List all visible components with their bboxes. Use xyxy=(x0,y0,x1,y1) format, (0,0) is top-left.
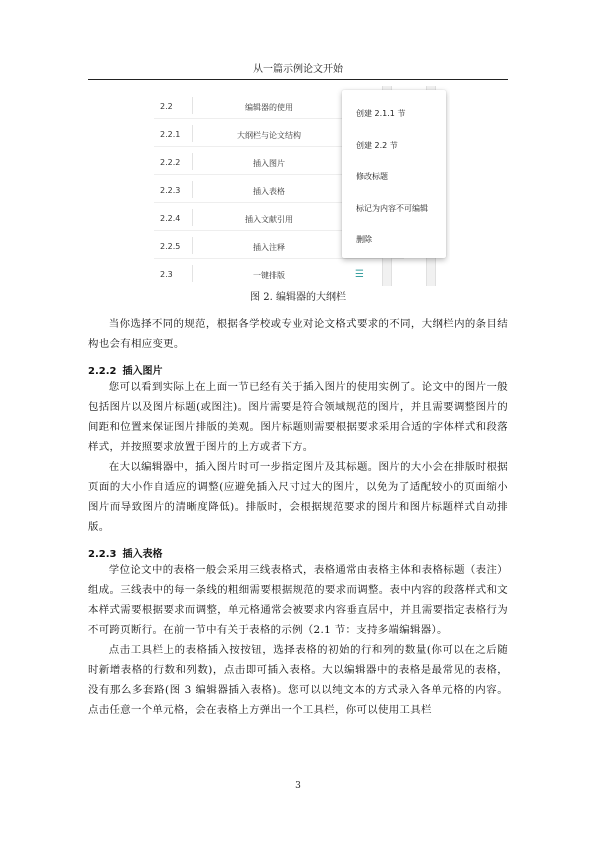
section-heading xyxy=(88,545,162,560)
section-number: 2.2.3 xyxy=(88,549,117,560)
menu-item-delete[interactable]: 删除 xyxy=(356,235,372,244)
section-heading xyxy=(88,362,162,377)
outline-row-title: 插入文献引用 xyxy=(245,215,293,224)
outline-row-title: 插入图片 xyxy=(253,159,285,168)
section-number: 2.2.2 xyxy=(88,366,117,377)
section-title: 插入图片 xyxy=(122,366,163,377)
outline-row-number: 2.2.3 xyxy=(160,186,181,195)
outline-row-title: 插入表格 xyxy=(253,187,285,196)
row-divider xyxy=(154,258,404,259)
outline-row-divider xyxy=(192,209,193,226)
outline-row-title: 插入注释 xyxy=(253,243,285,252)
paragraph: 当你选择不同的规范，根据各学校或专业对论文格式要求的不同，大纲栏内的条目结构也会有相应变更。 xyxy=(88,318,508,350)
outline-row-title: 编辑器的使用 xyxy=(245,103,293,112)
paragraph: 点击工具栏上的表格插入按按钮，选择表格的初始的行和列的数量(你可以在之后随时新增表格的行数和列数)，点击即可插入表格。大以编辑器中的表格是最常见的表格，没有那么多套路(图 3 编辑器插入表格)。您可以以纯文本的方式录入各单元格的内容。点击任意一个单元格，会在表格上方弹出一个工具栏，你可以使用工具栏 xyxy=(88,644,508,716)
outline-row-divider xyxy=(192,97,193,114)
outline-row-number: 2.2.4 xyxy=(160,214,181,223)
running-header: 从一篇示例论文开始 xyxy=(253,64,343,75)
context-menu xyxy=(342,90,446,258)
menu-item-create-2-2[interactable]: 创建 2.2 节 xyxy=(356,141,398,150)
page-number: 3 xyxy=(295,781,301,791)
paragraph: 您可以看到实际上在上面一节已经有关于插入图片的使用实例了。论文中的图片一般包括图片以及图片标题(或图注)。图片需要是符合领域规范的图片，并且需要调整图片的间距和位置来保证图片排版的美观。图片标题则需要根据要求采用合适的字体样式和段落样式，并按照要求放置于图片的上方或者下方。 xyxy=(88,381,508,453)
outline-row-title: 大纲栏与论文结构 xyxy=(237,131,301,140)
outline-row[interactable] xyxy=(150,260,404,287)
outline-row-title: 一键排版 xyxy=(253,271,285,280)
outline-row-number: 2.2.1 xyxy=(160,130,181,139)
menu-item-create-2-1-1[interactable]: 创建 2.1.1 节 xyxy=(356,109,406,118)
outline-row-divider xyxy=(192,237,193,254)
outline-row-number: 2.2 xyxy=(160,102,173,111)
outline-row-number: 2.2.5 xyxy=(160,242,181,251)
figure-caption: 图 2. 编辑器的大纲栏 xyxy=(250,292,346,303)
outline-figure xyxy=(146,86,450,288)
outline-row-number: 2.2.2 xyxy=(160,158,181,167)
section-title: 插入表格 xyxy=(122,549,163,560)
outline-row-divider xyxy=(192,265,193,282)
paragraph: 在大以编辑器中，插入图片时可一步指定图片及其标题。图片的大小会在排版时根据页面的大小作自适应的调整(应避免插入尺寸过大的图片，以免为了适配较小的页面缩小图片而导致图片的清晰度降低)。排版时，会根据规范要求的图片和图片标题样式自动排版。 xyxy=(88,461,508,533)
paragraph: 学位论文中的表格一般会采用三线表格式，表格通常由表格主体和表格标题（表注）组成。三线表中的每一条线的粗细需要根据规范的要求而调整。表中内容的段落样式和文本样式需要根据要求而调整，单元格通常会被要求内容垂直居中，并且需要指定表格行为不可跨页断行。在前一节中有关于表格的示例（2.1 节：支持多端编辑器）。 xyxy=(88,564,508,636)
list-icon[interactable]: ☰ xyxy=(355,269,364,280)
outline-row-divider xyxy=(192,153,193,170)
header-rule xyxy=(88,79,508,80)
outline-row-divider xyxy=(192,181,193,198)
menu-item-rename[interactable]: 修改标题 xyxy=(356,172,388,181)
outline-row-divider xyxy=(192,125,193,142)
watermark xyxy=(466,187,579,300)
menu-item-lock[interactable]: 标记为内容不可编辑 xyxy=(356,204,428,213)
outline-row-number: 2.3 xyxy=(160,270,173,279)
